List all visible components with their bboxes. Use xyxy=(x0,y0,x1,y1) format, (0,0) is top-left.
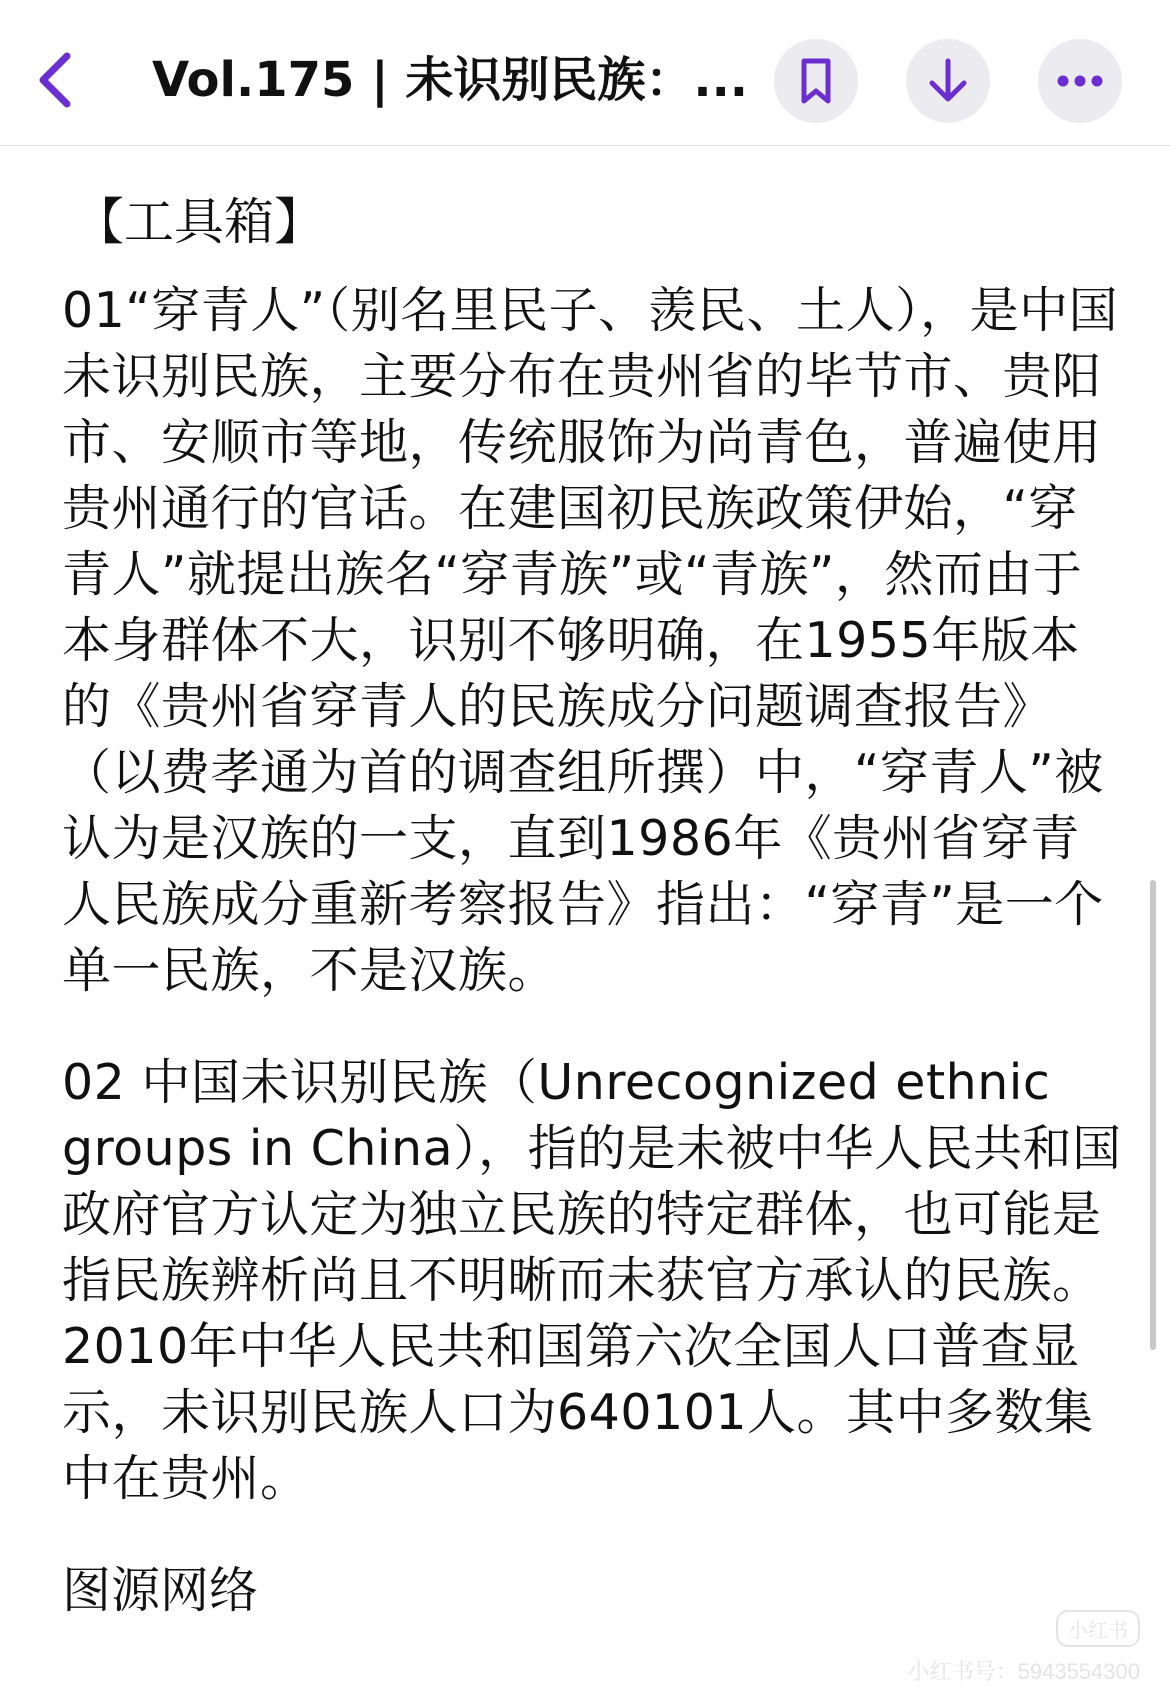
watermark xyxy=(908,1610,1140,1686)
article-body xyxy=(62,180,1122,1624)
paragraph-01: 01“穿青人”（别名里民子、羡民、土人），是中国未识别民族，主要分布在贵州省的毕节市、贵阳市、安顺市等地，传统服饰为尚青色，普遍使用贵州通行的官话。在建国初民族政策伊始，“穿青人”就提出族名“穿青族”或“青族”，然而由于本身群体不大，识别不够明确，在1955年版本的《贵州省穿青人的民族成分问题调查报告》（以费孝通为首的调查组所撰）中，“穿青人”被认为是汉族的一支，直到1986年《贵州省穿青人民族成分重新考察报告》指出：“穿青”是一个单一民族，不是汉族。 xyxy=(62,282,1119,999)
chevron-left-icon xyxy=(35,50,75,110)
back-button[interactable] xyxy=(20,40,90,120)
article-title: Vol.175 | 未识别民族：... xyxy=(152,52,749,108)
bookmark-button[interactable] xyxy=(774,39,858,123)
section-heading: 【工具箱】 xyxy=(74,193,324,251)
watermark-logo: 小红书 xyxy=(1056,1610,1140,1647)
more-options-button[interactable] xyxy=(1038,39,1122,123)
ellipsis-icon xyxy=(1056,74,1104,88)
download-button[interactable] xyxy=(906,39,990,123)
watermark-id: 小红书号：5943554300 xyxy=(907,1659,1140,1684)
bookmark-icon xyxy=(796,57,836,105)
scrollbar[interactable] xyxy=(1150,880,1156,1350)
arrow-down-icon xyxy=(926,57,970,105)
paragraph-02: 02 中国未识别民族（Unrecognized ethnic groups in China），指的是未被中华人民共和国政府官方认定为独立民族的特定群体，也可能是指民族辨析尚且不明晰而未获官方承认的民族。2010年中华人民共和国第六次全国人口普查显示，未识别民族人口为640101人。其中多数集中在贵州。 xyxy=(62,1054,1122,1507)
top-navigation-bar xyxy=(0,0,1170,146)
image-source-note: 图源网络 xyxy=(62,1562,259,1619)
